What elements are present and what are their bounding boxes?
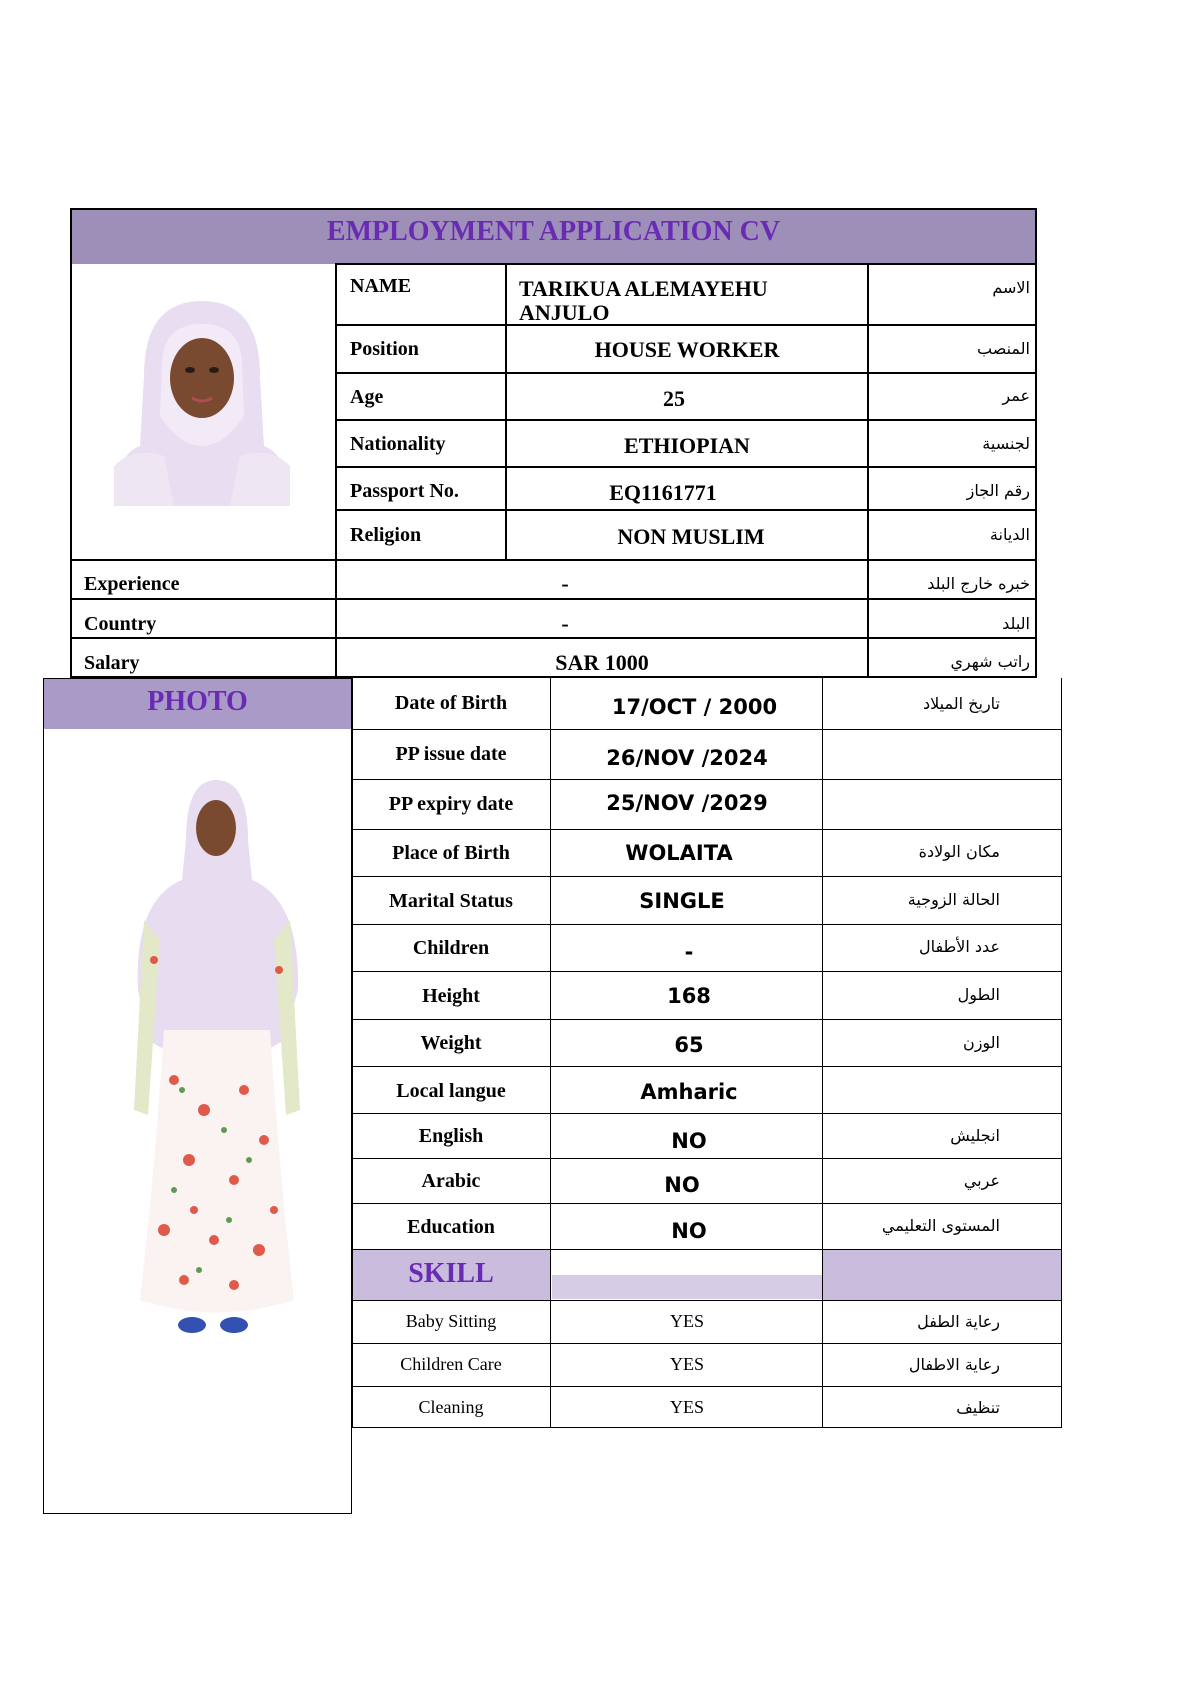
weight-arabic: الوزن — [962, 1033, 1000, 1052]
height-arabic: الطول — [957, 985, 1000, 1004]
grid-line — [70, 637, 1037, 639]
name-label: NAME — [350, 275, 412, 297]
skill-cleaning-arabic: تنظيف — [956, 1398, 1000, 1417]
arabic-label: Arabic — [421, 1170, 481, 1192]
dob-arabic: تاريخ الميلاد — [923, 694, 1000, 713]
grid-line — [335, 419, 1037, 421]
place-of-birth-value: WOLAITA — [625, 841, 733, 865]
age-label: Age — [350, 386, 384, 408]
weight-label: Weight — [420, 1032, 482, 1054]
pp-issue-label: PP issue date — [395, 743, 507, 765]
english-arabic: انجليش — [950, 1126, 1000, 1145]
grid-line — [70, 559, 1037, 561]
education-label: Education — [407, 1216, 495, 1238]
pp-issue-value: 26/NOV /2024 — [606, 746, 768, 770]
grid-line — [352, 729, 1062, 730]
height-value: 168 — [667, 984, 711, 1008]
photo-header: PHOTO — [147, 686, 248, 717]
skill-baby-sitting-value: YES — [669, 1311, 704, 1331]
grid-line — [352, 1343, 1062, 1344]
marital-status-value: SINGLE — [639, 889, 725, 913]
skill-children-care-arabic: رعاية الاطفال — [908, 1355, 1000, 1374]
skill-cleaning-value: YES — [669, 1397, 704, 1417]
experience-label: Experience — [84, 573, 180, 595]
grid-line — [867, 263, 869, 678]
age-arabic: عمر — [1002, 386, 1030, 405]
skill-children-care-value: YES — [669, 1354, 704, 1374]
english-label: English — [418, 1125, 484, 1147]
arabic-arabic: عربي — [963, 1171, 1000, 1190]
place-of-birth-label: Place of Birth — [392, 842, 510, 864]
marital-status-arabic: الحالة الزوجية — [907, 890, 1000, 909]
grid-line — [352, 1113, 1062, 1114]
skill-header-fill — [552, 1275, 822, 1299]
grid-line — [352, 1158, 1062, 1159]
pp-expiry-label: PP expiry date — [388, 793, 514, 815]
arabic-value: NO — [664, 1173, 700, 1197]
skill-children-care-label: Children Care — [400, 1354, 502, 1374]
education-arabic: المستوى التعليمي — [881, 1216, 1000, 1235]
local-language-label: Local langue — [396, 1080, 506, 1102]
skill-baby-sitting-label: Baby Sitting — [405, 1311, 497, 1331]
grid-line — [352, 876, 1062, 877]
age-value: 25 — [663, 386, 685, 411]
salary-value: SAR 1000 — [555, 650, 649, 675]
nationality-arabic: لجنسية — [982, 434, 1030, 453]
local-language-value: Amharic — [640, 1080, 738, 1104]
skill-header: SKILL — [408, 1258, 494, 1289]
position-value: HOUSE WORKER — [594, 337, 780, 362]
pp-expiry-value: 25/NOV /2029 — [606, 791, 768, 815]
experience-arabic: خبره خارج البلد — [927, 574, 1030, 593]
salary-arabic: راتب شهري — [950, 652, 1030, 671]
name-value-line1: TARIKUA ALEMAYEHU — [519, 276, 768, 301]
grid-line — [335, 324, 1037, 326]
religion-value: NON MUSLIM — [617, 524, 765, 549]
country-arabic: البلد — [1002, 614, 1030, 633]
nationality-value: ETHIOPIAN — [624, 433, 750, 458]
place-of-birth-arabic: مكان الولادة — [918, 842, 1000, 861]
english-value: NO — [671, 1129, 707, 1153]
passport-value: EQ1161771 — [609, 480, 717, 505]
dob-label: Date of Birth — [394, 692, 508, 714]
grid-line — [352, 829, 1062, 830]
portrait-photo — [114, 296, 290, 506]
grid-line — [335, 509, 1037, 511]
skill-baby-sitting-arabic: رعاية الطفل — [917, 1312, 1000, 1331]
country-label: Country — [84, 613, 157, 635]
religion-label: Religion — [350, 524, 422, 546]
salary-label: Salary — [84, 652, 140, 674]
page-title: EMPLOYMENT APPLICATION CV — [326, 216, 781, 247]
grid-line — [352, 1300, 1062, 1301]
grid-line — [335, 263, 1035, 265]
position-arabic: المنصب — [977, 339, 1030, 358]
full-body-photo — [134, 780, 300, 1345]
experience-value: - — [561, 571, 569, 596]
skill-cleaning-label: Cleaning — [418, 1397, 484, 1417]
passport-label: Passport No. — [350, 480, 459, 502]
grid-line — [352, 924, 1062, 925]
grid-line — [335, 466, 1037, 468]
name-value-line2: ANJULO — [519, 300, 610, 325]
marital-status-label: Marital Status — [389, 890, 513, 912]
grid-line — [352, 1203, 1062, 1204]
passport-arabic: رقم الجاز — [966, 481, 1030, 500]
dob-value: 17/OCT / 2000 — [611, 695, 778, 719]
height-label: Height — [422, 985, 480, 1007]
children-arabic: عدد الأطفال — [918, 937, 1000, 956]
skill-header-fill-right — [823, 1250, 1061, 1300]
name-arabic: الاسم — [992, 278, 1030, 297]
education-value: NO — [671, 1219, 707, 1243]
grid-line — [352, 1386, 1062, 1387]
nationality-label: Nationality — [350, 433, 446, 455]
children-label: Children — [412, 937, 490, 959]
grid-line — [352, 971, 1062, 972]
grid-line — [352, 1066, 1062, 1067]
religion-arabic: الديانة — [989, 525, 1030, 544]
country-value: - — [561, 611, 569, 636]
grid-line — [352, 779, 1062, 780]
children-value: - — [684, 940, 694, 964]
weight-value: 65 — [674, 1033, 704, 1057]
grid-line — [335, 372, 1037, 374]
grid-line — [352, 1019, 1062, 1020]
grid-line — [70, 598, 1037, 600]
position-label: Position — [350, 338, 419, 360]
